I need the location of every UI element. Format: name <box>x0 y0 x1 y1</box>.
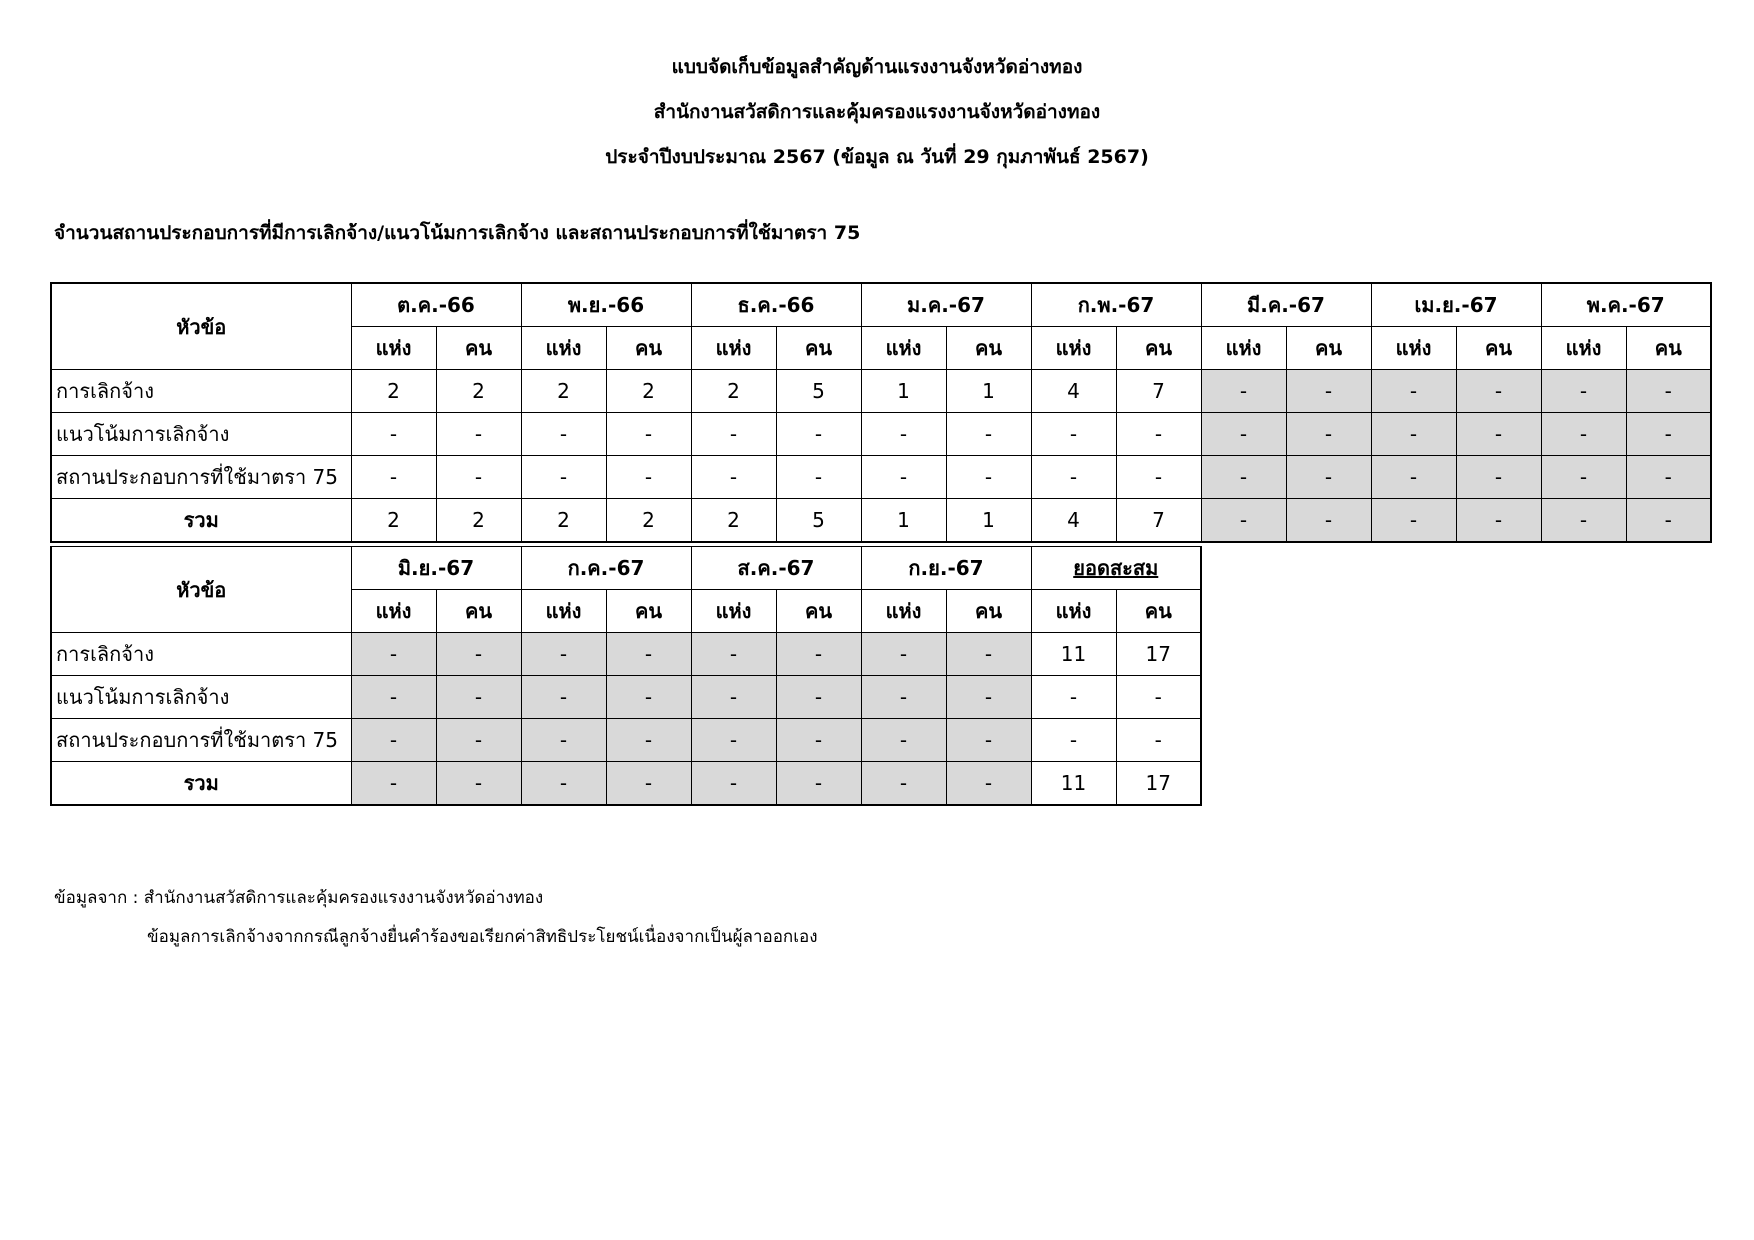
data-cell: - <box>1626 456 1711 499</box>
data-cell: - <box>1541 370 1626 413</box>
data-cell: - <box>861 719 946 762</box>
data-cell: - <box>1031 676 1116 719</box>
data-cell: - <box>1286 499 1371 543</box>
data-cell: 2 <box>521 370 606 413</box>
unit-person-header: คน <box>606 590 691 633</box>
table-row <box>51 719 1201 762</box>
unit-person-header: คน <box>1626 327 1711 370</box>
data-cell: 17 <box>1116 762 1201 806</box>
row-label: แนวโน้มการเลิกจ้าง <box>51 413 351 456</box>
data-cell: - <box>1286 413 1371 456</box>
data-cell: - <box>351 719 436 762</box>
data-cell: - <box>351 413 436 456</box>
data-cell: 1 <box>861 370 946 413</box>
data-cell: - <box>776 762 861 806</box>
month-header: เม.ย.-67 <box>1371 283 1541 327</box>
data-cell: 2 <box>606 370 691 413</box>
data-cell: - <box>1116 456 1201 499</box>
data-cell: - <box>1541 413 1626 456</box>
data-cell: - <box>521 413 606 456</box>
data-cell: - <box>1031 413 1116 456</box>
data-cell: 11 <box>1031 633 1116 676</box>
unit-place-header: แห่ง <box>1371 327 1456 370</box>
unit-place-header: แห่ง <box>1541 327 1626 370</box>
data-cell: - <box>606 719 691 762</box>
month-header: ก.พ.-67 <box>1031 283 1201 327</box>
data-cell: - <box>776 456 861 499</box>
unit-person-header: คน <box>606 327 691 370</box>
data-cell: - <box>776 719 861 762</box>
unit-place-header: แห่ง <box>351 590 436 633</box>
data-cell: - <box>946 719 1031 762</box>
data-cell: - <box>861 633 946 676</box>
data-cell: - <box>436 456 521 499</box>
data-cell: - <box>1456 413 1541 456</box>
cumulative-label: ยอดสะสม <box>1073 556 1159 580</box>
data-cell: - <box>691 676 776 719</box>
data-cell: - <box>521 456 606 499</box>
unit-place-header: แห่ง <box>1031 327 1116 370</box>
data-cell: 4 <box>1031 499 1116 543</box>
data-cell: 2 <box>691 499 776 543</box>
data-cell: - <box>1371 499 1456 543</box>
row-label: แนวโน้มการเลิกจ้าง <box>51 676 351 719</box>
data-cell: 5 <box>776 370 861 413</box>
data-cell: - <box>351 456 436 499</box>
data-cell: - <box>1541 499 1626 543</box>
data-cell: - <box>606 676 691 719</box>
data-cell: - <box>1626 413 1711 456</box>
data-cell: - <box>1626 370 1711 413</box>
unit-person-header: คน <box>776 590 861 633</box>
month-header: ต.ค.-66 <box>351 283 521 327</box>
data-cell: 2 <box>436 370 521 413</box>
total-label: รวม <box>51 762 351 806</box>
data-cell: - <box>1456 456 1541 499</box>
unit-person-header: คน <box>946 590 1031 633</box>
data-cell: - <box>1201 499 1286 543</box>
unit-place-header: แห่ง <box>861 590 946 633</box>
data-cell: 1 <box>861 499 946 543</box>
data-cell: - <box>1286 456 1371 499</box>
unit-person-header: คน <box>436 590 521 633</box>
month-header: ส.ค.-67 <box>691 547 861 590</box>
table-row <box>51 633 1201 676</box>
table-row <box>51 456 1711 499</box>
month-header: มี.ค.-67 <box>1201 283 1371 327</box>
data-cell: 17 <box>1116 633 1201 676</box>
detail-note: ข้อมูลการเลิกจ้างจากกรณีลูกจ้างยื่นคำร้องขอเรียกค่าสิทธิประโยชน์เนื่องจากเป็นผู้ลาออกเอง <box>147 927 818 947</box>
data-cell: - <box>606 762 691 806</box>
month-header: ก.ค.-67 <box>521 547 691 590</box>
data-cell: - <box>436 676 521 719</box>
source-note: ข้อมูลจาก : สำนักงานสวัสดิการและคุ้มครองแรงงานจังหวัดอ่างทอง <box>54 888 544 908</box>
data-cell: - <box>1201 456 1286 499</box>
month-header: ธ.ค.-66 <box>691 283 861 327</box>
data-cell: - <box>1116 676 1201 719</box>
row-label: การเลิกจ้าง <box>51 633 351 676</box>
month-header: มิ.ย.-67 <box>351 547 521 590</box>
unit-person-header: คน <box>776 327 861 370</box>
office-name: สำนักงานสวัสดิการและคุ้มครองแรงงานจังหวัดอ่างทอง <box>653 101 1101 123</box>
data-cell: - <box>861 456 946 499</box>
data-cell: - <box>1456 499 1541 543</box>
month-header: ม.ค.-67 <box>861 283 1031 327</box>
data-cell: - <box>606 633 691 676</box>
data-cell: - <box>606 456 691 499</box>
data-cell: 4 <box>1031 370 1116 413</box>
unit-person-header: คน <box>1286 327 1371 370</box>
data-cell: - <box>436 633 521 676</box>
month-header: พ.ค.-67 <box>1541 283 1711 327</box>
data-cell: 7 <box>1116 499 1201 543</box>
fiscal-year-line: ประจำปีงบประมาณ 2567 (ข้อมูล ณ วันที่ 29 กุมภาพันธ์ 2567) <box>605 146 1149 168</box>
month-header: ก.ย.-67 <box>861 547 1031 590</box>
unit-person-header: คน <box>1116 327 1201 370</box>
data-cell: - <box>691 456 776 499</box>
unit-person-header: คน <box>1456 327 1541 370</box>
table-oct-may <box>50 282 1712 543</box>
data-cell: - <box>521 719 606 762</box>
data-cell: - <box>1371 413 1456 456</box>
unit-place-header: แห่ง <box>521 590 606 633</box>
data-cell: - <box>861 762 946 806</box>
unit-person-header: คน <box>946 327 1031 370</box>
data-cell: - <box>521 762 606 806</box>
data-cell: - <box>1371 456 1456 499</box>
data-cell: - <box>351 762 436 806</box>
unit-person-header: คน <box>436 327 521 370</box>
data-cell: 2 <box>521 499 606 543</box>
unit-place-header: แห่ง <box>351 327 436 370</box>
total-label: รวม <box>51 499 351 543</box>
data-cell: - <box>861 676 946 719</box>
row-label: สถานประกอบการที่ใช้มาตรา 75 <box>51 456 351 499</box>
topic-header: หัวข้อ <box>51 547 351 633</box>
data-cell: - <box>776 633 861 676</box>
table-row <box>51 676 1201 719</box>
data-cell: - <box>1201 370 1286 413</box>
unit-place-header: แห่ง <box>861 327 946 370</box>
data-cell: 1 <box>946 499 1031 543</box>
table-row <box>51 762 1201 806</box>
data-cell: - <box>946 676 1031 719</box>
data-cell: - <box>691 413 776 456</box>
data-cell: - <box>946 762 1031 806</box>
data-cell: 2 <box>436 499 521 543</box>
table-jun-sep-cumulative <box>50 546 1202 806</box>
data-cell: - <box>1541 456 1626 499</box>
data-cell: - <box>1201 413 1286 456</box>
data-cell: 5 <box>776 499 861 543</box>
data-cell: - <box>1116 413 1201 456</box>
report-title: แบบจัดเก็บข้อมูลสำคัญด้านแรงงานจังหวัดอ่างทอง <box>671 56 1083 78</box>
data-cell: 11 <box>1031 762 1116 806</box>
table-row <box>51 413 1711 456</box>
data-cell: 7 <box>1116 370 1201 413</box>
data-cell: 2 <box>351 499 436 543</box>
data-cell: - <box>436 762 521 806</box>
data-cell: - <box>946 456 1031 499</box>
data-cell: - <box>606 413 691 456</box>
data-cell: - <box>1031 719 1116 762</box>
topic-header: หัวข้อ <box>51 283 351 370</box>
data-cell: - <box>1031 456 1116 499</box>
unit-place-header: แห่ง <box>1201 327 1286 370</box>
data-cell: - <box>521 633 606 676</box>
unit-place-header: แห่ง <box>691 327 776 370</box>
data-cell: - <box>1456 370 1541 413</box>
data-cell: - <box>691 762 776 806</box>
unit-place-header: แห่ง <box>1031 590 1116 633</box>
data-cell: 2 <box>606 499 691 543</box>
data-cell: - <box>1286 370 1371 413</box>
data-cell: 2 <box>351 370 436 413</box>
data-cell: - <box>946 413 1031 456</box>
data-cell: - <box>351 676 436 719</box>
table-row <box>51 370 1711 413</box>
data-cell: - <box>1116 719 1201 762</box>
data-cell: - <box>1371 370 1456 413</box>
data-cell: - <box>946 633 1031 676</box>
data-cell: - <box>691 633 776 676</box>
data-cell: 2 <box>691 370 776 413</box>
unit-person-header: คน <box>1116 590 1201 633</box>
data-cell: - <box>351 633 436 676</box>
data-cell: - <box>1626 499 1711 543</box>
data-cell: 1 <box>946 370 1031 413</box>
data-cell: - <box>776 676 861 719</box>
table-row <box>51 499 1711 543</box>
row-label: สถานประกอบการที่ใช้มาตรา 75 <box>51 719 351 762</box>
unit-place-header: แห่ง <box>521 327 606 370</box>
data-cell: - <box>436 413 521 456</box>
table-subtitle: จำนวนสถานประกอบการที่มีการเลิกจ้าง/แนวโน้มการเลิกจ้าง และสถานประกอบการที่ใช้มาตรา 75 <box>54 222 861 244</box>
row-label: การเลิกจ้าง <box>51 370 351 413</box>
data-cell: - <box>691 719 776 762</box>
data-cell: - <box>521 676 606 719</box>
data-cell: - <box>776 413 861 456</box>
month-header: พ.ย.-66 <box>521 283 691 327</box>
data-cell: - <box>861 413 946 456</box>
data-cell: - <box>436 719 521 762</box>
cumulative-header <box>1031 547 1201 590</box>
unit-place-header: แห่ง <box>691 590 776 633</box>
